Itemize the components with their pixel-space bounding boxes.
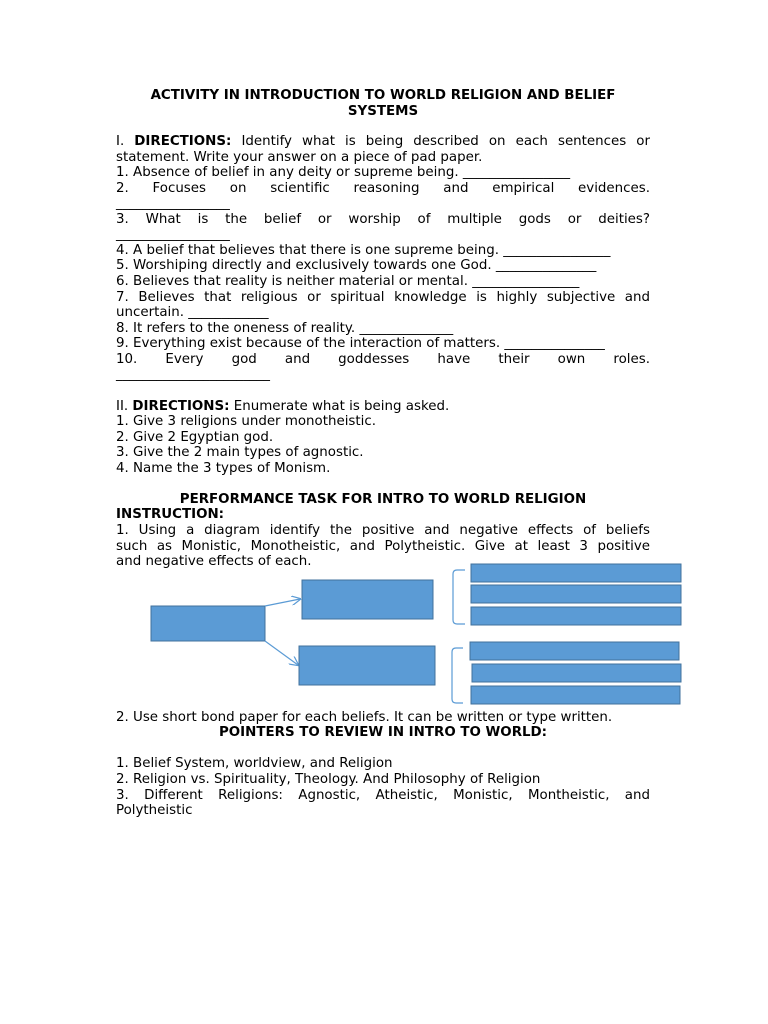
part1-item-2-blank: _________________ [116, 196, 230, 211]
part1-item-6: 6. Believes that reality is neither material or mental. ________________ [116, 274, 580, 289]
pointer-item-2: 2. Religion vs. Spirituality, Theology. And Philosophy of Religion [116, 772, 541, 787]
performance-item2: 2. Use short bond paper for each beliefs. It can be written or type written. [116, 710, 613, 725]
part2-numeral: II. [116, 399, 129, 414]
negative-effect-box-3 [471, 686, 680, 704]
negative-effect-box-1 [470, 642, 679, 660]
part1-text1: Identify what is being described on each sentences or [241, 134, 650, 149]
part1-item-1: 1. Absence of belief in any deity or supreme being. ________________ [116, 165, 571, 180]
pointer-item-1: 1. Belief System, worldview, and Religion [116, 756, 393, 771]
diagram-source-box [151, 606, 265, 641]
diagram-negative-box [299, 646, 435, 685]
part1-item-4: 4. A belief that believes that there is one supreme being. ________________ [116, 243, 611, 258]
part2-label: DIRECTIONS: [132, 399, 230, 414]
positive-effect-box-1 [471, 564, 681, 582]
part1-item-7: 7. Believes that religious or spiritual knowledge is highly subjective and [116, 290, 650, 305]
part1-label: DIRECTIONS: [134, 134, 232, 149]
part2-item-1: 1. Give 3 religions under monotheistic. [116, 414, 376, 429]
part1-item-3: 3. What is the belief or worship of multiple gods or deities? [116, 212, 650, 227]
part2-item-4: 4. Name the 3 types of Monism. [116, 461, 331, 476]
pointers-heading: POINTERS TO REVIEW IN INTRO TO WORLD: [218, 725, 548, 740]
positive-effect-box-2 [471, 585, 681, 603]
part1-item-10-blank: _______________________ [116, 367, 270, 382]
brace-positive [453, 570, 465, 624]
pointer-item-3: 3. Different Religions: Agnostic, Atheistic, Monistic, Montheistic, and [116, 788, 650, 803]
title-line-1: ACTIVITY IN INTRODUCTION TO WORLD RELIGION AND BELIEF [150, 88, 616, 103]
part1-text2: statement. Write your answer on a piece of pad paper. [116, 150, 483, 165]
arrow-to-negative [265, 641, 298, 665]
part2-item-3: 3. Give the 2 main types of agnostic. [116, 445, 364, 460]
performance-item1-line1: 1. Using a diagram identify the positive and negative effects of beliefs [116, 523, 650, 538]
negative-effect-box-2 [472, 664, 681, 682]
arrow-to-positive [265, 599, 300, 606]
pointer-item-3-cont: Polytheistic [116, 803, 193, 818]
performance-instruction: INSTRUCTION: [116, 507, 225, 522]
positive-effect-box-3 [471, 607, 681, 625]
performance-item1-line2: such as Monistic, Monotheistic, and Polytheistic. Give at least 3 positive [116, 539, 650, 554]
part1-numeral: I. [116, 134, 125, 149]
performance-heading: PERFORMANCE TASK FOR INTRO TO WORLD RELIGION [179, 492, 587, 507]
brace-negative [452, 648, 463, 703]
part1-item-3-blank: _________________ [116, 227, 230, 242]
part2-text: Enumerate what is being asked. [233, 399, 450, 414]
performance-item1-line3: and negative effects of each. [116, 554, 312, 569]
part1-item-10: 10. Every god and goddesses have their own roles. [116, 352, 650, 367]
part1-item-9: 9. Everything exist because of the interaction of matters. _______________ [116, 336, 605, 351]
part1-item-5: 5. Worshiping directly and exclusively towards one God. _______________ [116, 258, 597, 273]
part1-item-2: 2. Focuses on scientific reasoning and empirical evidences. [116, 181, 650, 196]
diagram-positive-box [302, 580, 433, 619]
part2-item-2: 2. Give 2 Egyptian god. [116, 430, 274, 445]
title-line-2: SYSTEMS [347, 104, 419, 119]
part1-item-7-cont: uncertain. ____________ [116, 305, 269, 320]
part1-item-8: 8. It refers to the oneness of reality. ______________ [116, 321, 454, 336]
